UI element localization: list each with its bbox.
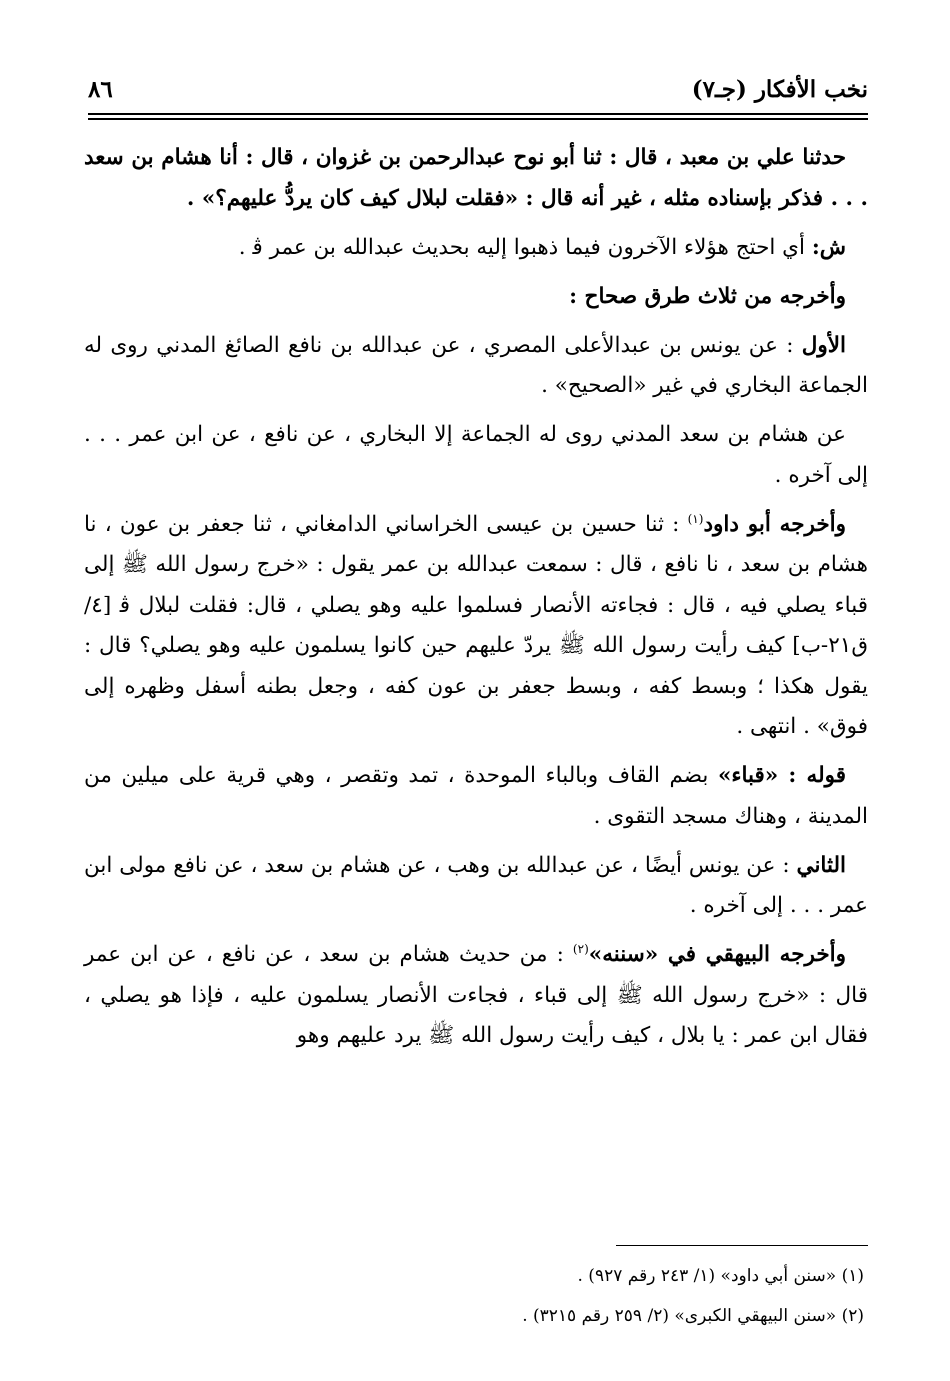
paragraph-text: وأخرجه من ثلاث طرق صحاح : <box>569 283 846 309</box>
footnotes <box>84 1256 868 1336</box>
paragraph-text: أي احتج هؤلاء الآخرون فيما ذهبوا إليه بحديث عبدالله بن عمر ﭬ . <box>238 234 812 260</box>
header-rule <box>88 113 868 115</box>
paragraph-lead: الأول <box>801 332 846 358</box>
paragraph-text: حدثنا علي بن معبد ، قال : ثنا أبو نوح عبدالرحمن بن غزوان ، قال : أنا هشام بن سعد . . . فذكر بإسناده مثله ، غير أنه قال : «فقلت لبلال كيف كان يردُّ عليهم؟» . <box>84 145 868 211</box>
paragraph-text: عن هشام بن سعد المدني روى له الجماعة إلا البخاري ، عن نافع ، عن ابن عمر . . . إلى آخره . <box>84 422 868 488</box>
paragraph-text: : عن يونس أيضًا ، عن عبدالله بن وهب ، عن هشام بن سعد ، عن نافع مولى ابن عمر . . . إلى آخره . <box>84 852 868 918</box>
paragraph-text: : من حديث هشام بن سعد ، عن نافع ، عن ابن عمر قال : «خرج رسول الله ﷺ إلى قباء ، فجاءت الأنصار يسلمون عليه ، فإذا هو يصلي ، فقال ابن عمر : يا بلال ، كيف رأيت رسول الله ﷺ يرد عليهم وهو <box>84 942 868 1048</box>
footnote-2: (٢) «سنن البيهقي الكبرى» (٢/ ٢٥٩ رقم ٣٢١٥) . <box>522 1306 864 1326</box>
paragraph-lead: قوله : «قباء» <box>717 763 846 788</box>
footnote-ref[interactable]: (٢) <box>572 941 589 956</box>
paragraph-chain-continued <box>84 415 868 496</box>
paragraph-lead: ش: <box>811 234 846 260</box>
book-title: نخب الأفكار (جـ٧) <box>691 75 868 103</box>
header-rule-double <box>88 118 868 120</box>
paragraph-text: بضم القاف وبالباء الموحدة ، تمد وتقصر ، وهي قرية على ميلين من المدينة ، وهناك مسجد التقوى . <box>84 763 868 829</box>
main-text <box>84 138 868 1065</box>
paragraph-chain <box>84 138 868 219</box>
footnote-1: (١) «سنن أبي داود» (١/ ٢٤٣ رقم ٩٢٧) . <box>577 1266 864 1286</box>
paragraph-lead: الثاني <box>796 852 846 878</box>
page-header <box>88 64 868 114</box>
paragraph-bayhaqi <box>84 935 868 1057</box>
paragraph-text: : ثنا حسين بن عيسى الخراساني الدامغاني ، ثنا جعفر بن عون ، نا هشام بن سعد ، نا نافع ، قال : سمعت عبدالله بن عمر يقول : «خرج رسول الله ﷺ إلى قباء يصلي فيه ، قال : فجاءته الأنصار فسلموا عليه وهو يصلي ، قال: فقلت لبلال ﭬ [٤/ق٢١-ب] كيف رأيت رسول الله ﷺ يردّ عليهم حين كانوا يسلمون عليه وهو يصلي؟ قال : يقول هكذا ؛ وبسط كفه ، وبسط جعفر بن عون كفه ، وجعل بطنه أسفل وظهره إلى فوق» . انتهى . <box>84 511 868 739</box>
paragraph-text: : عن يونس بن عبدالأعلى المصري ، عن عبدالله بن نافع الصائغ المدني روى له الجماعة البخاري في غير «الصحيح» . <box>84 332 868 398</box>
page-number: ٨٦ <box>88 75 113 103</box>
footnote-ref[interactable]: (١) <box>687 511 704 526</box>
paragraph-quba <box>84 756 868 837</box>
paragraph-first <box>84 326 868 407</box>
paragraph-second <box>84 846 868 927</box>
paragraph-sharh <box>84 228 868 269</box>
paragraph-lead: وأخرجه البيهقي في «سننه» <box>588 942 846 967</box>
paragraph-lead: وأخرجه أبو داود <box>703 511 846 537</box>
footnote-rule <box>616 1245 868 1246</box>
paragraph-abu-dawud <box>84 505 868 748</box>
paragraph-heading <box>84 277 868 318</box>
